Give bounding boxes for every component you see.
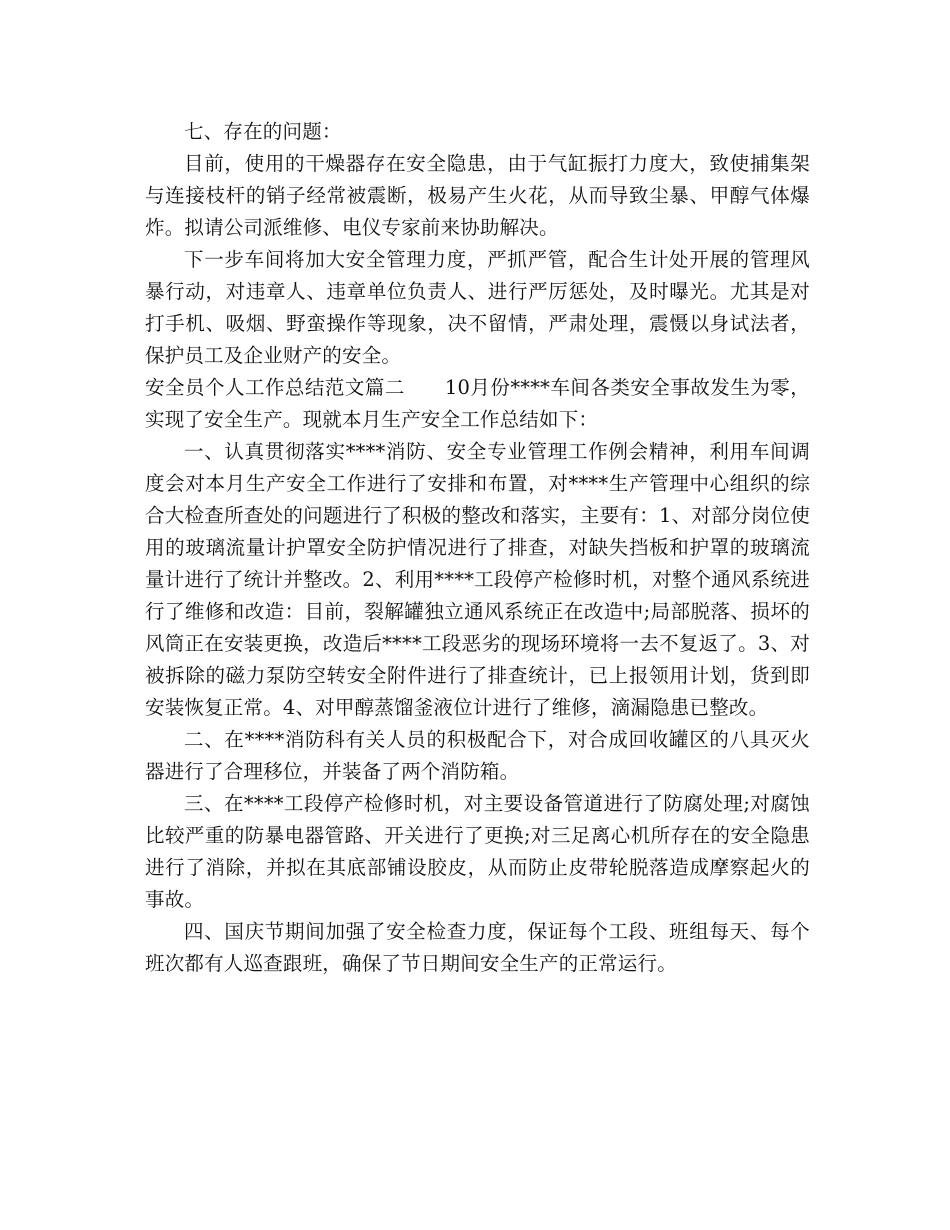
document-body bbox=[145, 116, 810, 980]
section-heading: 七、存在的问题： bbox=[184, 120, 342, 143]
paragraph-item-one: 一、认真贯彻落实****消防、安全专业管理工作例会精神，利用车间调度会对本月生产安全工作进行了安排和布置，对****生产管理中心组织的综合大检查所查处的问题进行了积极的整改和落实，主要有：1、对部分岗位使用的玻璃流量计护罩安全防护情况进行了排查，对缺失挡板和护罩的玻璃流量计进行了统计并整改。2、利用****工段停产检修时机，对整个通风系统进行了维修和改造：目前，裂解罐独立通风系统正在改造中;局部脱落、损坏的风筒正在安装更换，改造后****工段恶劣的现场环境将一去不复返了。3、对被拆除的磁力泵防空转安全附件进行了排查统计，已上报领用计划，货到即安装恢复正常。4、对甲醇蒸馏釜液位计进行了维修，滴漏隐患已整改。 bbox=[145, 440, 810, 719]
paragraph-next-steps: 下一步车间将加大安全管理力度，严抓严管，配合生计处开展的管理风暴行动，对违章人、违章单位负责人、进行严厉惩处，及时曝光。尤其是对打手机、吸烟、野蛮操作等现象，决不留情，严肃处理，震慑以身试法者，保护员工及企业财产的安全。 bbox=[145, 248, 810, 367]
paragraph-item-two: 二、在****消防科有关人员的积极配合下，对合成回收罐区的八具灭火器进行了合理移位，并装备了两个消防箱。 bbox=[145, 728, 810, 783]
paragraph-item-three: 三、在****工段停产检修时机，对主要设备管道进行了防腐处理;对腐蚀比较严重的防暴电器管路、开关进行了更换;对三足离心机所存在的安全隐患进行了消除，并拟在其底部铺设胶皮，从而防止皮带轮脱落造成摩察起火的事故。 bbox=[145, 792, 810, 911]
article-title-line: 安全员个人工作总结范文篇二 10月份****车间各类安全事故发生为零，实现了安全生产。现就本月生产安全工作总结如下： bbox=[145, 376, 810, 431]
paragraph-dryer-hazard: 目前，使用的干燥器存在安全隐患，由于气缸振打力度大，致使捕集架与连接枝杆的销子经常被震断，极易产生火花，从而导致尘暴、甲醇气体爆炸。拟请公司派维修、电仪专家前来协助解决。 bbox=[145, 152, 810, 239]
paragraph-item-four: 四、国庆节期间加强了安全检查力度，保证每个工段、班组每天、每个班次都有人巡查跟班，确保了节日期间安全生产的正常运行。 bbox=[145, 920, 810, 975]
